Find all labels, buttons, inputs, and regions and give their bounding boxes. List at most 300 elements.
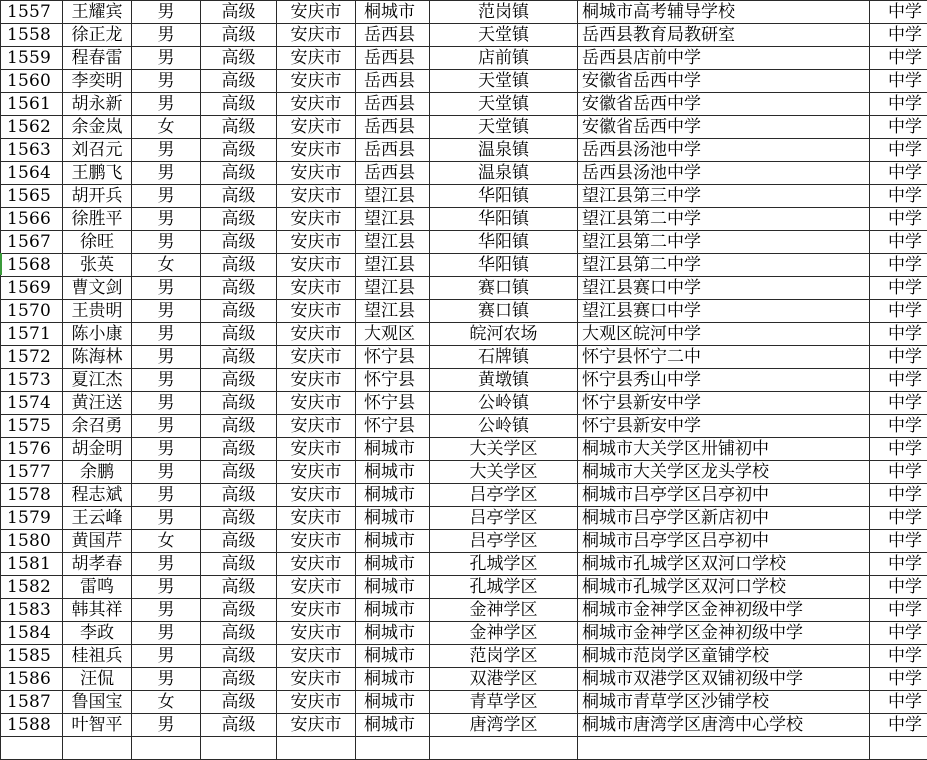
- cell-name[interactable]: 胡孝春: [63, 553, 132, 576]
- cell-sex[interactable]: 女: [132, 116, 201, 139]
- cell-town[interactable]: 天堂镇: [430, 70, 578, 93]
- cell-sex[interactable]: 男: [132, 645, 201, 668]
- cell-city[interactable]: 安庆市: [277, 484, 356, 507]
- cell-county[interactable]: 岳西县: [356, 93, 430, 116]
- cell-city[interactable]: 安庆市: [277, 231, 356, 254]
- cell-level[interactable]: 中学: [870, 300, 927, 323]
- cell-city[interactable]: 安庆市: [277, 70, 356, 93]
- cell-town[interactable]: 孔城学区: [430, 553, 578, 576]
- cell-level[interactable]: 中学: [870, 622, 927, 645]
- cell-name[interactable]: 胡永新: [63, 93, 132, 116]
- cell-school[interactable]: 岳西县汤池中学: [578, 139, 870, 162]
- cell-id[interactable]: 1561: [1, 93, 63, 116]
- cell-county[interactable]: 大观区: [356, 323, 430, 346]
- cell-level[interactable]: 中学: [870, 139, 927, 162]
- cell-name[interactable]: 陈海林: [63, 346, 132, 369]
- cell-town[interactable]: 金神学区: [430, 622, 578, 645]
- cell-id[interactable]: 1564: [1, 162, 63, 185]
- cell-id[interactable]: 1571: [1, 323, 63, 346]
- cell-id[interactable]: 1573: [1, 369, 63, 392]
- cell-city[interactable]: 安庆市: [277, 691, 356, 714]
- cell-county[interactable]: 望江县: [356, 231, 430, 254]
- cell-county[interactable]: 桐城市: [356, 622, 430, 645]
- cell-sex[interactable]: 男: [132, 185, 201, 208]
- cell-name[interactable]: 桂祖兵: [63, 645, 132, 668]
- cell-county[interactable]: 望江县: [356, 185, 430, 208]
- cell-id[interactable]: 1586: [1, 668, 63, 691]
- cell-city[interactable]: 安庆市: [277, 323, 356, 346]
- cell-county[interactable]: 望江县: [356, 208, 430, 231]
- cell-school[interactable]: 怀宁县怀宁二中: [578, 346, 870, 369]
- cell-county[interactable]: 望江县: [356, 277, 430, 300]
- cell-name[interactable]: 余金岚: [63, 116, 132, 139]
- cell-county[interactable]: 桐城市: [356, 530, 430, 553]
- cell-title[interactable]: 高级: [201, 530, 277, 553]
- cell-name[interactable]: 陈小康: [63, 323, 132, 346]
- cell-school[interactable]: 桐城市范岗学区童铺学校: [578, 645, 870, 668]
- cell-name[interactable]: 夏江杰: [63, 369, 132, 392]
- cell-sex[interactable]: 男: [132, 231, 201, 254]
- cell-sex[interactable]: 男: [132, 369, 201, 392]
- cell-city[interactable]: 安庆市: [277, 93, 356, 116]
- cell-school[interactable]: 安徽省岳西中学: [578, 93, 870, 116]
- cell-school[interactable]: 桐城市孔城学区双河口学校: [578, 553, 870, 576]
- cell-level[interactable]: 中学: [870, 208, 927, 231]
- cell-title[interactable]: 高级: [201, 254, 277, 277]
- cell-city[interactable]: 安庆市: [277, 24, 356, 47]
- cell-sex[interactable]: 男: [132, 668, 201, 691]
- cell-level[interactable]: 中学: [870, 415, 927, 438]
- cell-sex[interactable]: 女: [132, 691, 201, 714]
- cell-school[interactable]: 望江县第二中学: [578, 254, 870, 277]
- cell-city[interactable]: 安庆市: [277, 668, 356, 691]
- cell-sex[interactable]: 女: [132, 530, 201, 553]
- table-row: [1, 553, 927, 576]
- cell-city[interactable]: 安庆市: [277, 622, 356, 645]
- cell-county[interactable]: 桐城市: [356, 599, 430, 622]
- cell-school[interactable]: 桐城市双港学区双铺初级中学: [578, 668, 870, 691]
- cell-town[interactable]: 金神学区: [430, 599, 578, 622]
- cell-name[interactable]: 程春雷: [63, 47, 132, 70]
- cell-school[interactable]: [578, 737, 870, 760]
- cell-town[interactable]: 华阳镇: [430, 185, 578, 208]
- cell-level[interactable]: 中学: [870, 93, 927, 116]
- cell-school[interactable]: 桐城市吕亭学区新店初中: [578, 507, 870, 530]
- cell-name[interactable]: 徐胜平: [63, 208, 132, 231]
- cell-town[interactable]: 范岗学区: [430, 645, 578, 668]
- cell-town[interactable]: 天堂镇: [430, 24, 578, 47]
- cell-id[interactable]: 1567: [1, 231, 63, 254]
- cell-town[interactable]: 华阳镇: [430, 208, 578, 231]
- cell-town[interactable]: 吕亭学区: [430, 530, 578, 553]
- cell-city[interactable]: [277, 737, 356, 760]
- cell-county[interactable]: 桐城市: [356, 507, 430, 530]
- cell-county[interactable]: 桐城市: [356, 691, 430, 714]
- table-row: [1, 70, 927, 93]
- cell-sex[interactable]: 男: [132, 346, 201, 369]
- cell-name[interactable]: 曹文剑: [63, 277, 132, 300]
- cell-city[interactable]: 安庆市: [277, 507, 356, 530]
- cell-town[interactable]: 吕亭学区: [430, 484, 578, 507]
- cell-id[interactable]: 1557: [1, 1, 63, 24]
- cell-level[interactable]: 中学: [870, 47, 927, 70]
- cell-school[interactable]: 桐城市高考辅导学校: [578, 1, 870, 24]
- cell-id[interactable]: 1576: [1, 438, 63, 461]
- cell-sex[interactable]: 男: [132, 47, 201, 70]
- cell-school[interactable]: 怀宁县新安中学: [578, 415, 870, 438]
- cell-title[interactable]: 高级: [201, 185, 277, 208]
- cell-sex[interactable]: 男: [132, 507, 201, 530]
- cell-town[interactable]: 孔城学区: [430, 576, 578, 599]
- cell-level[interactable]: 中学: [870, 530, 927, 553]
- cell-name[interactable]: 余召勇: [63, 415, 132, 438]
- cell-county[interactable]: 岳西县: [356, 70, 430, 93]
- cell-county[interactable]: 桐城市: [356, 484, 430, 507]
- cell-town[interactable]: 天堂镇: [430, 116, 578, 139]
- cell-town[interactable]: 皖河农场: [430, 323, 578, 346]
- cell-name[interactable]: 胡开兵: [63, 185, 132, 208]
- cell-title[interactable]: 高级: [201, 599, 277, 622]
- cell-town[interactable]: 青草学区: [430, 691, 578, 714]
- cell-level[interactable]: 中学: [870, 1, 927, 24]
- cell-school[interactable]: 望江县第二中学: [578, 231, 870, 254]
- cell-level[interactable]: 中学: [870, 461, 927, 484]
- cell-id[interactable]: 1579: [1, 507, 63, 530]
- cell-school[interactable]: 望江县赛口中学: [578, 277, 870, 300]
- cell-county[interactable]: 桐城市: [356, 1, 430, 24]
- cell-city[interactable]: 安庆市: [277, 185, 356, 208]
- cell-name[interactable]: 黄汪送: [63, 392, 132, 415]
- cell-name[interactable]: 胡金明: [63, 438, 132, 461]
- cell-town[interactable]: 吕亭学区: [430, 507, 578, 530]
- cell-level[interactable]: 中学: [870, 116, 927, 139]
- cell-level[interactable]: 中学: [870, 599, 927, 622]
- cell-title[interactable]: 高级: [201, 93, 277, 116]
- cell-name[interactable]: 余鹏: [63, 461, 132, 484]
- cell-level[interactable]: 中学: [870, 645, 927, 668]
- cell-id[interactable]: 1583: [1, 599, 63, 622]
- cell-school[interactable]: 大观区皖河中学: [578, 323, 870, 346]
- cell-name[interactable]: 李奕明: [63, 70, 132, 93]
- cell-city[interactable]: 安庆市: [277, 415, 356, 438]
- cell-county[interactable]: 桐城市: [356, 576, 430, 599]
- cell-name[interactable]: 黄国芹: [63, 530, 132, 553]
- cell-county[interactable]: 桐城市: [356, 438, 430, 461]
- table-row: [1, 461, 927, 484]
- cell-level[interactable]: 中学: [870, 185, 927, 208]
- cell-level[interactable]: 中学: [870, 323, 927, 346]
- cell-city[interactable]: 安庆市: [277, 116, 356, 139]
- cell-sex[interactable]: 男: [132, 415, 201, 438]
- cell-name[interactable]: [63, 737, 132, 760]
- cell-level[interactable]: 中学: [870, 576, 927, 599]
- cell-name[interactable]: 汪侃: [63, 668, 132, 691]
- cell-town[interactable]: 天堂镇: [430, 93, 578, 116]
- cell-city[interactable]: 安庆市: [277, 162, 356, 185]
- cell-school[interactable]: 望江县赛口中学: [578, 300, 870, 323]
- cell-city[interactable]: 安庆市: [277, 530, 356, 553]
- cell-id[interactable]: 1562: [1, 116, 63, 139]
- cell-sex[interactable]: 男: [132, 93, 201, 116]
- cell-level[interactable]: 中学: [870, 553, 927, 576]
- cell-id[interactable]: 1569: [1, 277, 63, 300]
- cell-school[interactable]: 桐城市金神学区金神初级中学: [578, 622, 870, 645]
- cell-town[interactable]: 大关学区: [430, 461, 578, 484]
- cell-sex[interactable]: 男: [132, 277, 201, 300]
- cell-school[interactable]: 岳西县汤池中学: [578, 162, 870, 185]
- cell-name[interactable]: 鲁国宝: [63, 691, 132, 714]
- cell-id[interactable]: 1585: [1, 645, 63, 668]
- cell-county[interactable]: 岳西县: [356, 162, 430, 185]
- cell-level[interactable]: 中学: [870, 162, 927, 185]
- cell-title[interactable]: 高级: [201, 116, 277, 139]
- cell-city[interactable]: 安庆市: [277, 599, 356, 622]
- cell-level[interactable]: 中学: [870, 484, 927, 507]
- cell-school[interactable]: 桐城市吕亭学区吕亭初中: [578, 484, 870, 507]
- cell-school[interactable]: 怀宁县秀山中学: [578, 369, 870, 392]
- cell-title[interactable]: 高级: [201, 1, 277, 24]
- cell-town[interactable]: 公岭镇: [430, 415, 578, 438]
- cell-id[interactable]: 1584: [1, 622, 63, 645]
- cell-id[interactable]: 1572: [1, 346, 63, 369]
- cell-level[interactable]: 中学: [870, 369, 927, 392]
- cell-id[interactable]: 1574: [1, 392, 63, 415]
- cell-town[interactable]: 公岭镇: [430, 392, 578, 415]
- cell-county[interactable]: 岳西县: [356, 116, 430, 139]
- cell-title[interactable]: 高级: [201, 484, 277, 507]
- cell-name[interactable]: 徐旺: [63, 231, 132, 254]
- cell-id[interactable]: 1559: [1, 47, 63, 70]
- cell-sex[interactable]: 男: [132, 622, 201, 645]
- cell-id[interactable]: 1575: [1, 415, 63, 438]
- cell-title[interactable]: 高级: [201, 139, 277, 162]
- cell-city[interactable]: 安庆市: [277, 369, 356, 392]
- cell-school[interactable]: 桐城市大关学区龙头学校: [578, 461, 870, 484]
- cell-id[interactable]: 1587: [1, 691, 63, 714]
- cell-town[interactable]: 唐湾学区: [430, 714, 578, 737]
- cell-town[interactable]: 石牌镇: [430, 346, 578, 369]
- cell-county[interactable]: 岳西县: [356, 24, 430, 47]
- cell-city[interactable]: 安庆市: [277, 645, 356, 668]
- cell-city[interactable]: 安庆市: [277, 553, 356, 576]
- cell-sex[interactable]: [132, 737, 201, 760]
- cell-title[interactable]: 高级: [201, 576, 277, 599]
- cell-level[interactable]: 中学: [870, 392, 927, 415]
- cell-id[interactable]: 1563: [1, 139, 63, 162]
- cell-level[interactable]: 中学: [870, 507, 927, 530]
- cell-id[interactable]: 1578: [1, 484, 63, 507]
- cell-town[interactable]: 华阳镇: [430, 254, 578, 277]
- cell-school[interactable]: 安徽省岳西中学: [578, 70, 870, 93]
- cell-title[interactable]: 高级: [201, 691, 277, 714]
- cell-city[interactable]: 安庆市: [277, 346, 356, 369]
- cell-id[interactable]: 1582: [1, 576, 63, 599]
- cell-id[interactable]: 1565: [1, 185, 63, 208]
- cell-title[interactable]: 高级: [201, 70, 277, 93]
- cell-town[interactable]: 温泉镇: [430, 139, 578, 162]
- cell-level[interactable]: 中学: [870, 668, 927, 691]
- cell-sex[interactable]: 男: [132, 392, 201, 415]
- cell-name[interactable]: 王耀宾: [63, 1, 132, 24]
- cell-sex[interactable]: 男: [132, 576, 201, 599]
- cell-id[interactable]: 1566: [1, 208, 63, 231]
- cell-town[interactable]: 赛口镇: [430, 277, 578, 300]
- cell-title[interactable]: 高级: [201, 415, 277, 438]
- cell-id[interactable]: 1581: [1, 553, 63, 576]
- cell-city[interactable]: 安庆市: [277, 576, 356, 599]
- cell-town[interactable]: 店前镇: [430, 47, 578, 70]
- cell-title[interactable]: 高级: [201, 622, 277, 645]
- cell-town[interactable]: 大关学区: [430, 438, 578, 461]
- cell-title[interactable]: 高级: [201, 461, 277, 484]
- cell-city[interactable]: 安庆市: [277, 254, 356, 277]
- cell-title[interactable]: 高级: [201, 47, 277, 70]
- cell-title[interactable]: 高级: [201, 553, 277, 576]
- cell-id[interactable]: 1570: [1, 300, 63, 323]
- cell-town[interactable]: 温泉镇: [430, 162, 578, 185]
- cell-level[interactable]: 中学: [870, 714, 927, 737]
- cell-level[interactable]: 中学: [870, 70, 927, 93]
- cell-id[interactable]: 1558: [1, 24, 63, 47]
- cell-sex[interactable]: 男: [132, 208, 201, 231]
- cell-county[interactable]: 望江县: [356, 254, 430, 277]
- cell-title[interactable]: 高级: [201, 668, 277, 691]
- cell-school[interactable]: 桐城市青草学区沙铺学校: [578, 691, 870, 714]
- cell-name[interactable]: 徐正龙: [63, 24, 132, 47]
- cell-sex[interactable]: 男: [132, 1, 201, 24]
- cell-name[interactable]: 雷鸣: [63, 576, 132, 599]
- cell-id[interactable]: 1577: [1, 461, 63, 484]
- cell-school[interactable]: 桐城市吕亭学区吕亭初中: [578, 530, 870, 553]
- cell-city[interactable]: 安庆市: [277, 300, 356, 323]
- cell-name[interactable]: 王贵明: [63, 300, 132, 323]
- cell-title[interactable]: 高级: [201, 323, 277, 346]
- cell-school[interactable]: 桐城市大关学区卅铺初中: [578, 438, 870, 461]
- cell-sex[interactable]: 男: [132, 714, 201, 737]
- cell-name[interactable]: 刘召元: [63, 139, 132, 162]
- cell-title[interactable]: 高级: [201, 392, 277, 415]
- cell-school[interactable]: 桐城市金神学区金神初级中学: [578, 599, 870, 622]
- cell-county[interactable]: 桐城市: [356, 645, 430, 668]
- cell-name[interactable]: 张英: [63, 254, 132, 277]
- cell-city[interactable]: 安庆市: [277, 277, 356, 300]
- cell-title[interactable]: 高级: [201, 162, 277, 185]
- cell-level[interactable]: 中学: [870, 231, 927, 254]
- cell-title[interactable]: 高级: [201, 24, 277, 47]
- cell-school[interactable]: 望江县第三中学: [578, 185, 870, 208]
- cell-county[interactable]: 桐城市: [356, 461, 430, 484]
- cell-sex[interactable]: 男: [132, 139, 201, 162]
- cell-school[interactable]: 安徽省岳西中学: [578, 116, 870, 139]
- cell-county[interactable]: 桐城市: [356, 714, 430, 737]
- cell-county[interactable]: 岳西县: [356, 47, 430, 70]
- cell-name[interactable]: 王云峰: [63, 507, 132, 530]
- cell-level[interactable]: 中学: [870, 691, 927, 714]
- cell-county[interactable]: 桐城市: [356, 553, 430, 576]
- cell-name[interactable]: 王鹏飞: [63, 162, 132, 185]
- cell-school[interactable]: 怀宁县新安中学: [578, 392, 870, 415]
- cell-sex[interactable]: 男: [132, 461, 201, 484]
- cell-county[interactable]: 怀宁县: [356, 415, 430, 438]
- cell-title[interactable]: 高级: [201, 645, 277, 668]
- cell-city[interactable]: 安庆市: [277, 461, 356, 484]
- cell-town[interactable]: 赛口镇: [430, 300, 578, 323]
- cell-city[interactable]: 安庆市: [277, 47, 356, 70]
- cell-title[interactable]: 高级: [201, 300, 277, 323]
- cell-sex[interactable]: 男: [132, 300, 201, 323]
- cell-sex[interactable]: 男: [132, 438, 201, 461]
- cell-id[interactable]: 1568: [1, 254, 63, 277]
- cell-name[interactable]: 程志斌: [63, 484, 132, 507]
- cell-school[interactable]: 岳西县店前中学: [578, 47, 870, 70]
- cell-county[interactable]: 怀宁县: [356, 369, 430, 392]
- cell-town[interactable]: [430, 737, 578, 760]
- cell-city[interactable]: 安庆市: [277, 208, 356, 231]
- cell-town[interactable]: 范岗镇: [430, 1, 578, 24]
- cell-school[interactable]: 望江县第二中学: [578, 208, 870, 231]
- cell-title[interactable]: 高级: [201, 346, 277, 369]
- cell-level[interactable]: 中学: [870, 24, 927, 47]
- cell-title[interactable]: 高级: [201, 277, 277, 300]
- cell-sex[interactable]: 男: [132, 24, 201, 47]
- cell-level[interactable]: 中学: [870, 346, 927, 369]
- cell-town[interactable]: 双港学区: [430, 668, 578, 691]
- cell-county[interactable]: [356, 737, 430, 760]
- cell-title[interactable]: 高级: [201, 231, 277, 254]
- cell-city[interactable]: 安庆市: [277, 438, 356, 461]
- cell-county[interactable]: 怀宁县: [356, 392, 430, 415]
- cell-title[interactable]: 高级: [201, 208, 277, 231]
- cell-school[interactable]: 桐城市孔城学区双河口学校: [578, 576, 870, 599]
- cell-sex[interactable]: 男: [132, 484, 201, 507]
- cell-city[interactable]: 安庆市: [277, 714, 356, 737]
- cell-sex[interactable]: 男: [132, 162, 201, 185]
- cell-town[interactable]: 华阳镇: [430, 231, 578, 254]
- cell-county[interactable]: 怀宁县: [356, 346, 430, 369]
- cell-city[interactable]: 安庆市: [277, 1, 356, 24]
- cell-title[interactable]: 高级: [201, 369, 277, 392]
- cell-level[interactable]: 中学: [870, 277, 927, 300]
- cell-county[interactable]: 望江县: [356, 300, 430, 323]
- cell-level[interactable]: 中学: [870, 254, 927, 277]
- cell-sex[interactable]: 女: [132, 254, 201, 277]
- cell-name[interactable]: 李政: [63, 622, 132, 645]
- cell-id[interactable]: [1, 737, 63, 760]
- cell-title[interactable]: 高级: [201, 507, 277, 530]
- cell-county[interactable]: 岳西县: [356, 139, 430, 162]
- cell-school[interactable]: 岳西县教育局教研室: [578, 24, 870, 47]
- cell-name[interactable]: 叶智平: [63, 714, 132, 737]
- cell-school[interactable]: 桐城市唐湾学区唐湾中心学校: [578, 714, 870, 737]
- cell-level[interactable]: 中学: [870, 438, 927, 461]
- cell-title[interactable]: 高级: [201, 714, 277, 737]
- cell-level[interactable]: [870, 737, 927, 760]
- cell-sex[interactable]: 男: [132, 323, 201, 346]
- cell-id[interactable]: 1580: [1, 530, 63, 553]
- cell-sex[interactable]: 男: [132, 70, 201, 93]
- cell-city[interactable]: 安庆市: [277, 392, 356, 415]
- cell-county[interactable]: 桐城市: [356, 668, 430, 691]
- cell-id[interactable]: 1560: [1, 70, 63, 93]
- cell-id[interactable]: 1588: [1, 714, 63, 737]
- cell-city[interactable]: 安庆市: [277, 139, 356, 162]
- cell-title[interactable]: 高级: [201, 438, 277, 461]
- cell-name[interactable]: 韩其祥: [63, 599, 132, 622]
- cell-sex[interactable]: 男: [132, 599, 201, 622]
- cell-title[interactable]: [201, 737, 277, 760]
- cell-town[interactable]: 黄墩镇: [430, 369, 578, 392]
- cell-sex[interactable]: 男: [132, 553, 201, 576]
